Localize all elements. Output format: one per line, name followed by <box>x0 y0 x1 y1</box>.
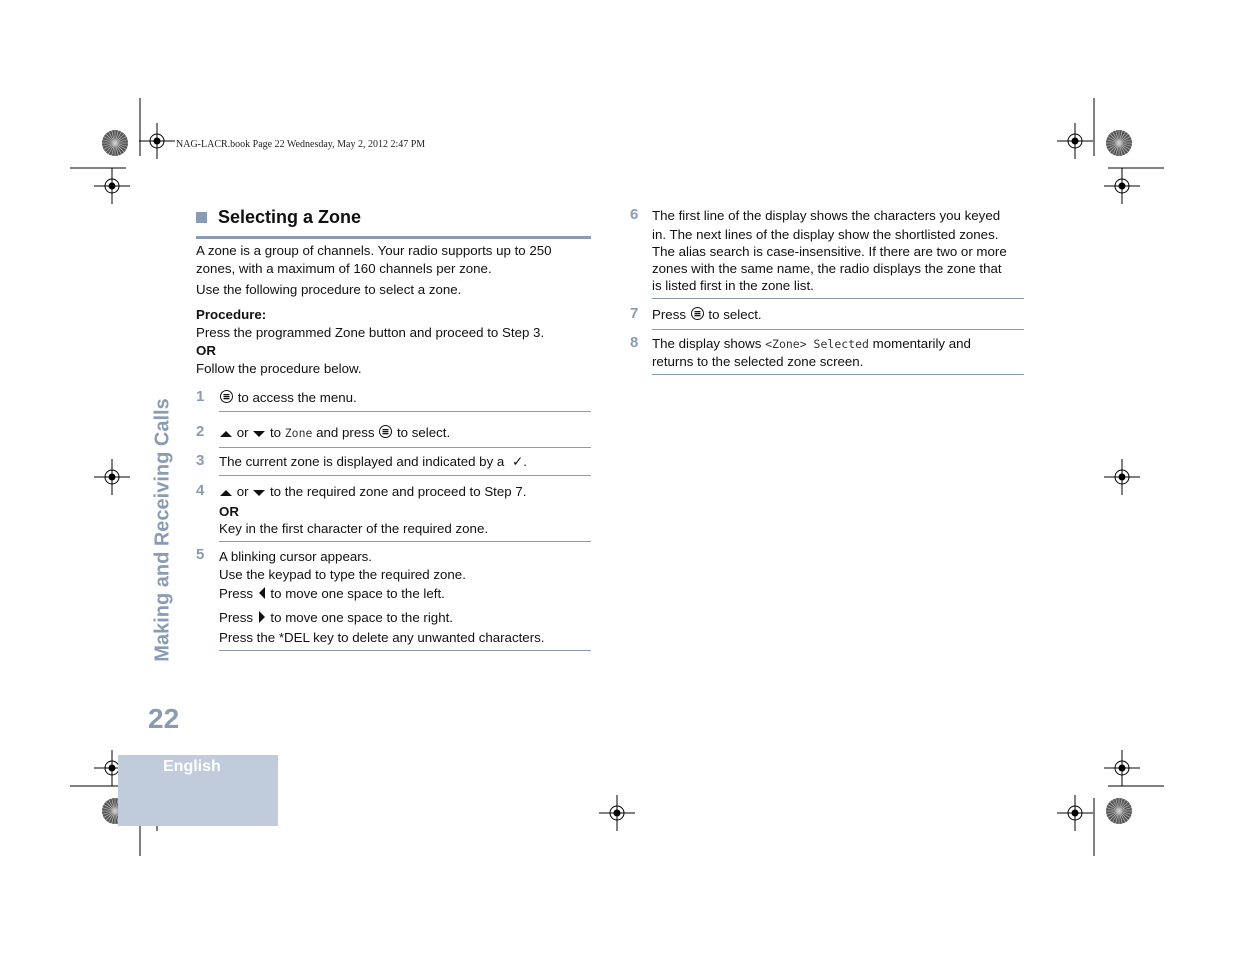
or-label: OR <box>219 504 239 519</box>
press-text: Press <box>219 586 253 601</box>
press-text: Press <box>219 610 253 625</box>
press-text: Press <box>652 307 686 322</box>
instruction-paragraph: Use the following procedure to select a zone. <box>196 282 462 297</box>
step-number: 8 <box>630 334 639 351</box>
step-6-line: The first line of the display shows the characters you keyed <box>652 208 1001 223</box>
step-8-line2: returns to the selected zone screen. <box>652 354 864 369</box>
menu-ok-icon <box>378 424 393 439</box>
step-2 <box>219 422 591 448</box>
step-3 <box>219 452 591 476</box>
step-number: 4 <box>196 482 205 499</box>
registration-wheel-icon <box>102 130 128 156</box>
step-4 <box>219 481 591 542</box>
step-1 <box>219 387 591 412</box>
intro-paragraph: A zone is a group of channels. Your radio supports up to 250 zones, with a maximum of 160 channels per zone. <box>196 243 552 276</box>
to-text: to <box>269 425 282 440</box>
step-number: 2 <box>196 423 205 440</box>
step-6-line: The alias search is case-insensitive. If there are two or more <box>652 244 1007 259</box>
follow-line: Follow the procedure below. <box>196 361 362 376</box>
menu-ok-icon <box>219 389 234 404</box>
procedure-label: Procedure: <box>196 307 267 322</box>
step-number: 6 <box>630 206 639 223</box>
crop-mark-icon <box>1057 123 1093 159</box>
crop-mark-icon <box>1104 168 1140 204</box>
step-number: 7 <box>630 305 639 322</box>
heading-square-icon <box>196 212 207 223</box>
step-number: 3 <box>196 452 205 469</box>
step-1-text: to access the menu. <box>237 390 357 405</box>
or-label: OR <box>196 343 216 358</box>
and-press-text: and press <box>316 425 375 440</box>
crop-mark-icon <box>94 459 130 495</box>
or-text: or <box>236 425 249 440</box>
step-7-text: to select. <box>708 307 762 322</box>
step-5 <box>219 546 591 651</box>
checkmark-icon: ✓ <box>512 454 524 469</box>
step-5-line2: Use the keypad to type the required zone. <box>219 567 466 582</box>
left-text: to move one space to the left. <box>270 586 445 601</box>
right-arrow-icon <box>257 610 267 624</box>
procedure-line: Press the programmed Zone button and proceed to Step 3. <box>196 325 545 340</box>
right-text: to move one space to the right. <box>270 610 453 625</box>
step-8 <box>652 334 1024 375</box>
step-8-pre: The display shows <box>652 336 762 351</box>
step-6-line: in. The next lines of the display show the shortlisted zones. <box>652 227 999 242</box>
menu-ok-icon <box>690 306 705 321</box>
step-number: 1 <box>196 388 205 405</box>
step-number: 5 <box>196 546 205 563</box>
crop-mark-icon <box>1104 750 1140 786</box>
crop-mark-icon <box>1104 459 1140 495</box>
page-number: 22 <box>148 703 180 734</box>
or-text: or <box>236 484 249 499</box>
header-file-info: NAG-LACR.book Page 22 Wednesday, May 2, 2012 2:47 PM <box>176 139 426 150</box>
chapter-title: Making and Receiving Calls <box>151 398 174 662</box>
registration-wheel-icon <box>1106 130 1132 156</box>
crop-mark-icon <box>94 168 130 204</box>
step-4-text: to the required zone and proceed to Step 7. <box>269 484 527 499</box>
step-6-line: zones with the same name, the radio displays the zone that <box>652 261 1002 276</box>
registration-wheel-icon <box>1106 798 1132 824</box>
step-5-line1: A blinking cursor appears. <box>219 549 372 564</box>
language-label: English <box>163 758 221 775</box>
up-arrow-icon <box>219 429 233 439</box>
step-4-alt: Key in the first character of the required zone. <box>219 521 489 536</box>
crop-mark-icon <box>139 123 175 159</box>
period-text: . <box>523 454 527 469</box>
section-heading <box>196 206 591 239</box>
down-arrow-icon <box>252 488 266 498</box>
left-arrow-icon <box>257 586 267 600</box>
crop-mark-icon <box>599 795 635 831</box>
crop-mark-icon <box>1057 795 1093 831</box>
up-arrow-icon <box>219 488 233 498</box>
step-3-text: The current zone is displayed and indicated by a <box>219 454 505 469</box>
step-7 <box>652 305 1024 330</box>
step-5-line5: Press the *DEL key to delete any unwanted characters. <box>219 630 545 645</box>
zone-selected-display-text: <Zone> Selected <box>765 337 869 351</box>
step-6-line: is listed first in the zone list. <box>652 278 814 293</box>
section-title: Selecting a Zone <box>218 207 362 227</box>
step-8-post: momentarily and <box>872 336 971 351</box>
down-arrow-icon <box>252 429 266 439</box>
step-6 <box>652 206 1024 299</box>
zone-display-text: Zone <box>284 426 313 440</box>
to-select-text: to select. <box>396 425 451 440</box>
language-tab <box>118 755 278 826</box>
